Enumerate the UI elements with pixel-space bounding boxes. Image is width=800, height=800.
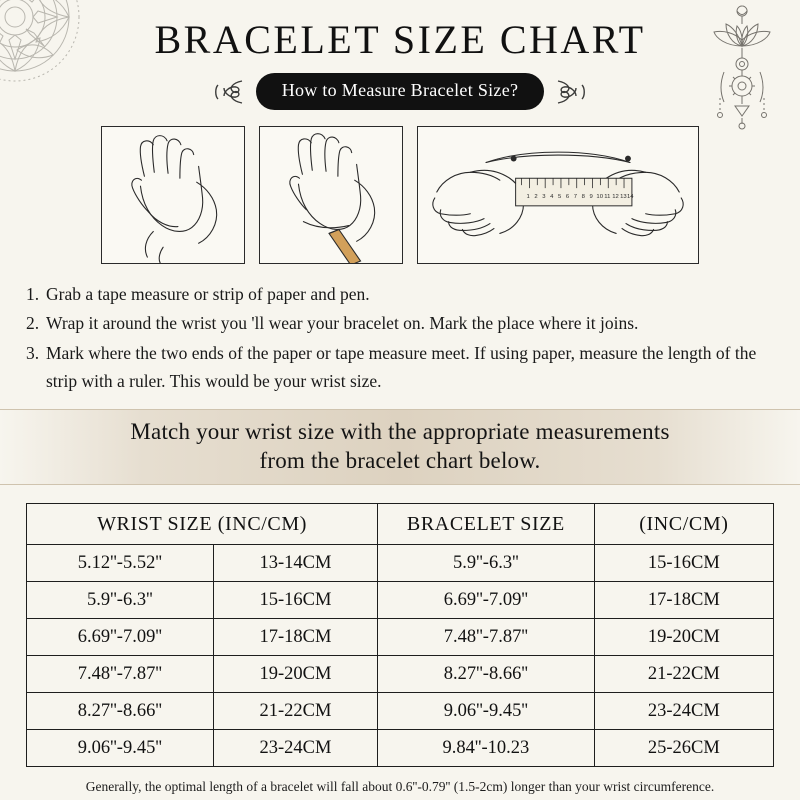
hand-with-tape-step1 <box>101 126 245 264</box>
lotus-hanging-ornament-icon <box>694 2 790 130</box>
cell-wrist-cm: 15-16CM <box>213 582 377 619</box>
cell-bracelet-inch: 8.27''-8.66'' <box>378 656 595 693</box>
cell-wrist-cm: 23-24CM <box>213 730 377 767</box>
cell-bracelet-inch: 5.9''-6.3'' <box>378 545 595 582</box>
list-item <box>26 280 774 308</box>
svg-text:11: 11 <box>604 193 611 200</box>
cell-wrist-inch: 6.69''-7.09'' <box>27 619 214 656</box>
size-table <box>26 503 774 767</box>
cell-bracelet-inch: 9.06''-9.45'' <box>378 693 595 730</box>
cell-bracelet-inch: 7.48''-7.87'' <box>378 619 595 656</box>
svg-text:2: 2 <box>534 193 538 200</box>
svg-text:4: 4 <box>550 193 554 200</box>
cell-bracelet-cm: 17-18CM <box>594 582 773 619</box>
svg-text:14: 14 <box>626 193 634 200</box>
list-item <box>26 339 774 396</box>
cell-bracelet-cm: 23-24CM <box>594 693 773 730</box>
hands-measuring-with-ruler <box>417 126 699 264</box>
svg-text:10: 10 <box>596 193 604 200</box>
cell-wrist-inch: 7.48''-7.87'' <box>27 656 214 693</box>
banner-line-2: from the bracelet chart below. <box>259 448 541 474</box>
cell-wrist-inch: 5.9''-6.3'' <box>27 582 214 619</box>
mandala-ornament-icon <box>0 0 120 122</box>
cell-wrist-cm: 17-18CM <box>213 619 377 656</box>
step-number: 1. <box>26 284 40 304</box>
cell-wrist-inch: 8.27''-8.66'' <box>27 693 214 730</box>
cell-wrist-cm: 21-22CM <box>213 693 377 730</box>
header-wrist-size: WRIST SIZE (INC/CM) <box>27 504 378 545</box>
svg-text:8: 8 <box>581 193 585 200</box>
subtitle-pill: How to Measure Bracelet Size? <box>256 73 545 110</box>
footnote: Generally, the optimal length of a bracelet will fall about 0.6''-0.79'' (1.5-2cm) longer than your wrist circumference. <box>85 779 715 795</box>
banner-line-1: Match your wrist size with the appropriate measurements <box>130 419 670 445</box>
table-row <box>27 582 774 619</box>
cell-wrist-inch: 5.12''-5.52'' <box>27 545 214 582</box>
match-banner <box>0 409 800 485</box>
cell-wrist-cm: 13-14CM <box>213 545 377 582</box>
hand-with-tape-step2 <box>259 126 403 264</box>
step-text: Wrap it around the wrist you 'll wear your bracelet on. Mark the place where it joins. <box>46 313 639 334</box>
size-table-wrap <box>26 503 774 767</box>
cell-wrist-inch: 9.06''-9.45'' <box>27 730 214 767</box>
flourish-right-icon <box>554 77 588 107</box>
header-bracelet-units: (INC/CM) <box>594 504 773 545</box>
page-title: BRACELET SIZE CHART <box>154 17 646 62</box>
table-row <box>27 619 774 656</box>
illustration-row <box>0 126 800 264</box>
svg-text:1: 1 <box>526 193 530 200</box>
cell-bracelet-cm: 21-22CM <box>594 656 773 693</box>
cell-bracelet-cm: 25-26CM <box>594 730 773 767</box>
step-text: Grab a tape measure or strip of paper and pen. <box>46 284 370 304</box>
instruction-steps <box>26 280 774 395</box>
subtitle-row <box>0 73 800 110</box>
cell-bracelet-inch: 9.84''-10.23 <box>378 730 595 767</box>
svg-text:7: 7 <box>573 193 578 200</box>
cell-bracelet-inch: 6.69''-7.09'' <box>378 582 595 619</box>
header-bracelet-size: BRACELET SIZE <box>378 504 595 545</box>
table-row <box>27 545 774 582</box>
table-row <box>27 730 774 767</box>
svg-text:12: 12 <box>612 193 619 200</box>
svg-text:6: 6 <box>565 193 570 200</box>
svg-text:3: 3 <box>542 193 546 200</box>
list-item <box>26 309 774 337</box>
step-number: 2. <box>26 313 40 334</box>
cell-wrist-cm: 19-20CM <box>213 656 377 693</box>
table-row <box>27 656 774 693</box>
svg-text:13: 13 <box>620 193 627 200</box>
step-number: 3. <box>26 342 40 363</box>
svg-text:9: 9 <box>589 193 593 200</box>
cell-bracelet-cm: 19-20CM <box>594 619 773 656</box>
table-header-row <box>27 504 774 545</box>
cell-bracelet-cm: 15-16CM <box>594 545 773 582</box>
table-row <box>27 693 774 730</box>
svg-text:5: 5 <box>558 193 562 200</box>
flourish-left-icon <box>212 77 246 107</box>
step-text: Mark where the two ends of the paper or tape measure meet. If using paper, measure the length of the strip with a ruler. This would be your wrist size. <box>46 342 757 392</box>
